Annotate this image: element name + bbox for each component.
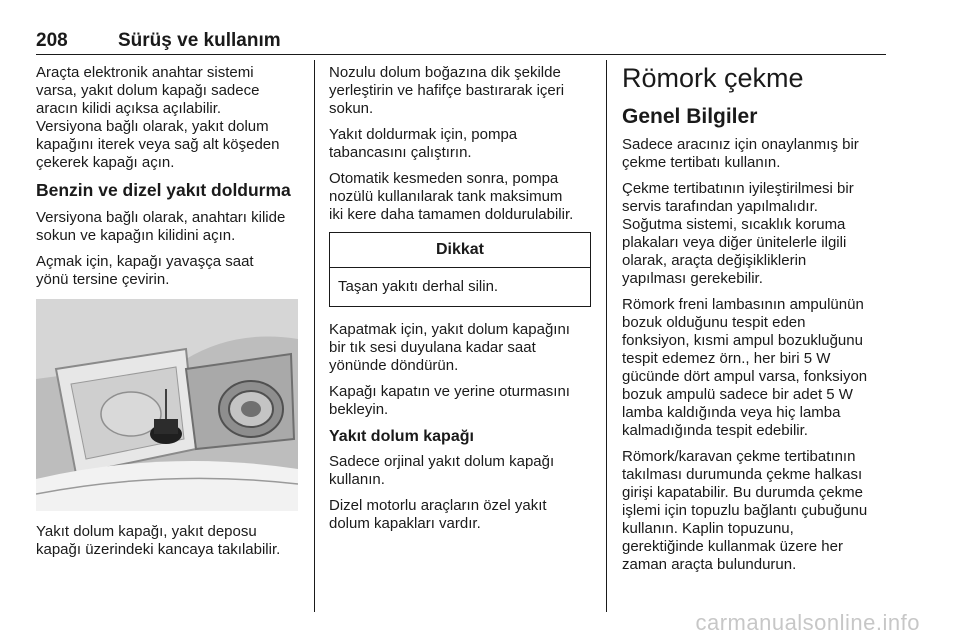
section-title: Sürüş ve kullanım: [118, 30, 281, 51]
column-1: [36, 64, 298, 567]
chapter-title: Römork çekme: [622, 63, 804, 93]
fuel-cap-heading: Yakıt dolum kapağı: [329, 428, 474, 445]
column-divider: [314, 60, 315, 612]
paragraph: Otomatik kesmeden sonra, pompa nozülü kullanılarak tank maksimum iki kere daha tamamen doldurulabilir.: [329, 170, 574, 223]
fuel-heading: Benzin ve dizel yakıt doldurma: [36, 180, 291, 200]
paragraph: Römork/karavan çekme tertibatının takılması durumunda çekme halkası girişi kapatabilir. Bu durumda çekme işlemi için topuzlu bağlantı çubuğunu kullanın. Kaplin topuzunu, gerektiğinde kullanmak üzere her zaman araçta bulundurun.: [622, 448, 868, 573]
paragraph: Versiyona bağlı olarak, anahtarı kilide sokun ve kapağın kilidini açın.: [36, 209, 286, 244]
caution-title: Dikkat: [330, 233, 590, 268]
paragraph: Sadece orjinal yakıt dolum kapağı kullanın.: [329, 453, 555, 488]
paragraph: Römork freni lambasının ampulünün bozuk olduğunu tespit eden fonksiyon, kısmi ampul bozukluğunu tespit edemez örn., her biri 5 W gücünde dört ampul varsa, fonksiyon bozuk ampulü sadece bir adet 5 W lamba kaldığında veya hiç lamba kalmadığında tespit edebilir.: [622, 296, 868, 439]
column-3: [622, 64, 886, 582]
paragraph: Kapağı kapatın ve yerine oturmasını bekleyin.: [329, 383, 570, 418]
paragraph: Sadece aracınız için onaylanmış bir çekme tertibatı kullanın.: [622, 136, 859, 171]
subsection-title: Genel Bilgiler: [622, 105, 758, 128]
paragraph: Nozulu dolum boğazına dik şekilde yerleştirin ve hafifçe bastırarak içeri sokun.: [329, 64, 565, 117]
paragraph: Yakıt doldurmak için, pompa tabancasını çalıştırın.: [329, 126, 518, 161]
page-number: 208: [36, 30, 68, 51]
watermark: carmanualsonline.info: [695, 610, 920, 635]
intro-paragraph: Araçta elektronik anahtar sistemi varsa, yakıt dolum kapağı sadece aracın kilidi açıksa açılabilir. Versiyona bağlı olarak, yakıt dolum kapağını iterek veya sağ alt köşeden çekerek kapağı açın.: [36, 64, 280, 171]
paragraph: Kapatmak için, yakıt dolum kapağını bir tık sesi duyulana kadar saat yönünde döndürün.: [329, 321, 570, 374]
fuel-filler-door-illustration: [36, 299, 298, 511]
column-2: [329, 64, 591, 541]
caution-box: [329, 232, 591, 307]
paragraph: Açmak için, kapağı yavaşça saat yönü tersine çevirin.: [36, 253, 254, 288]
column-divider: [606, 60, 607, 612]
page-header: [36, 28, 886, 55]
figure-caption: Yakıt dolum kapağı, yakıt deposu kapağı üzerindeki kancaya takılabilir.: [36, 523, 281, 558]
paragraph: Çekme tertibatının iyileştirilmesi bir servis tarafından yapılmalıdır. Soğutma sistemi, sıcaklık koruma plakaları veya diğer ünitelerle ilgili olarak, araçta değişikliklerin yapılması gerekebilir.: [622, 180, 854, 287]
caution-text: Taşan yakıtı derhal silin.: [338, 278, 499, 295]
paragraph: Dizel motorlu araçların özel yakıt dolum kapakları vardır.: [329, 497, 547, 532]
